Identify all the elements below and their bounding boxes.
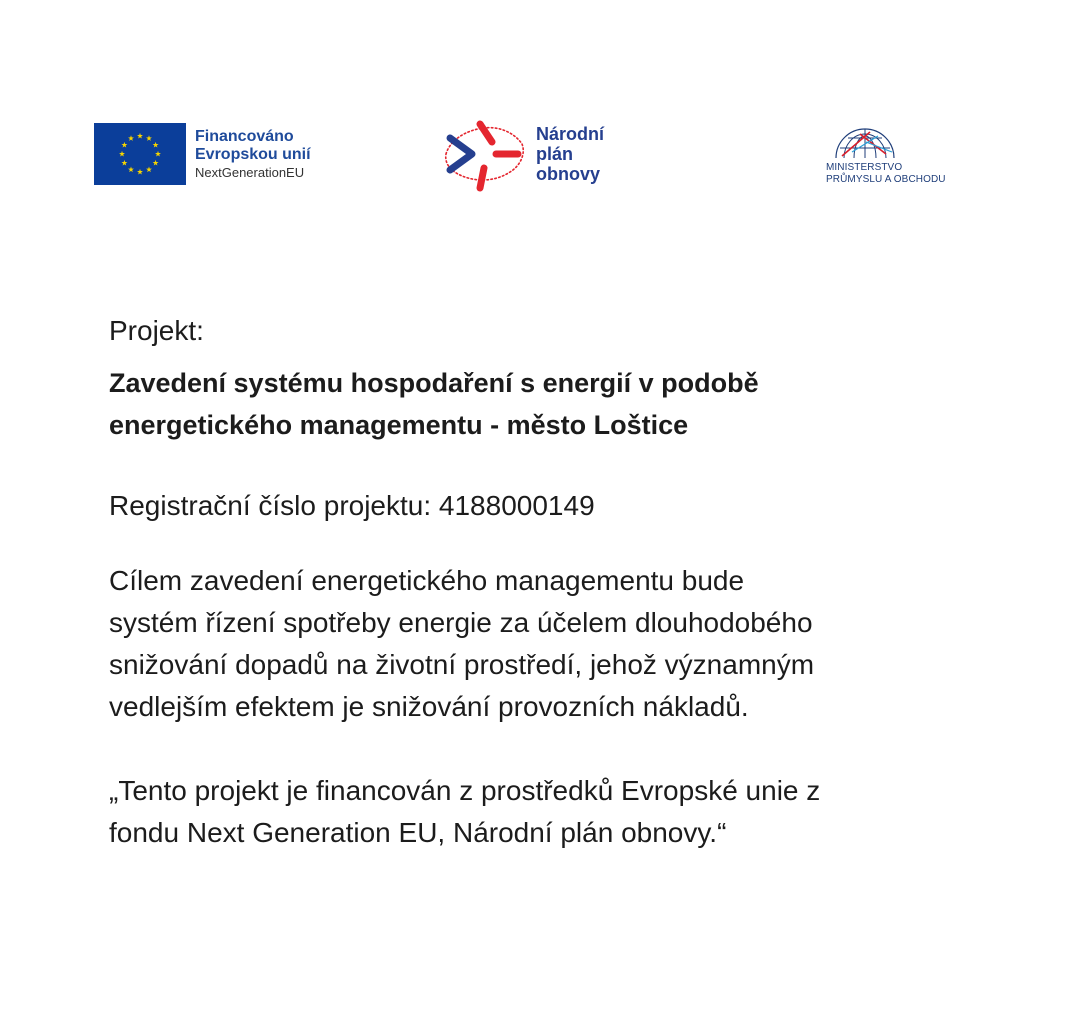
eu-funding-logo — [94, 123, 311, 185]
eu-logo-line1: Financováno — [195, 127, 294, 145]
registration-number: Registrační číslo projektu: 4188000149 — [109, 490, 595, 521]
project-title — [109, 362, 989, 446]
funding-line: fondu Next Generation EU, Národní plán obnovy.“ — [109, 817, 727, 848]
narodni-plan-obnovy-logo — [436, 114, 604, 196]
description-line: Cílem zavedení energetického managementu bude — [109, 565, 745, 596]
eu-logo-line2: Evropskou unií — [195, 145, 311, 163]
npo-logo-line1: Národní — [536, 124, 605, 145]
funding-statement — [109, 770, 989, 854]
eu-logo-line3: NextGenerationEU — [195, 164, 305, 180]
project-label: Projekt: — [109, 315, 204, 346]
ministry-logo-line1: MINISTERSTVO — [826, 162, 903, 173]
eu-flag-icon — [94, 123, 186, 185]
ministry-globe-icon — [830, 122, 900, 162]
project-description — [109, 560, 989, 728]
project-title-line: energetického managementu - město Loštice — [109, 410, 689, 440]
project-title-line: Zavedení systému hospodaření s energií v podobě — [109, 368, 759, 398]
npo-logo-line3: obnovy — [536, 163, 601, 184]
description-line: systém řízení spotřeby energie za účelem dlouhodobého — [109, 607, 813, 638]
eu-logo-text — [195, 128, 311, 180]
npo-logo-line2: plán — [536, 144, 574, 165]
description-line: snižování dopadů na životní prostředí, jehož významným — [109, 649, 815, 680]
ministry-logo-line2: PRŮMYSLU A OBCHODU — [826, 173, 946, 185]
ministry-logo — [826, 122, 946, 185]
description-line: vedlejším efektem je snižování provozních nákladů. — [109, 691, 749, 722]
npo-logo-text — [536, 125, 604, 184]
project-info — [109, 312, 989, 854]
ministry-logo-text — [826, 162, 946, 185]
funding-line: „Tento projekt je financován z prostředků Evropské unie z — [109, 775, 821, 806]
npo-mark-icon — [436, 114, 528, 196]
